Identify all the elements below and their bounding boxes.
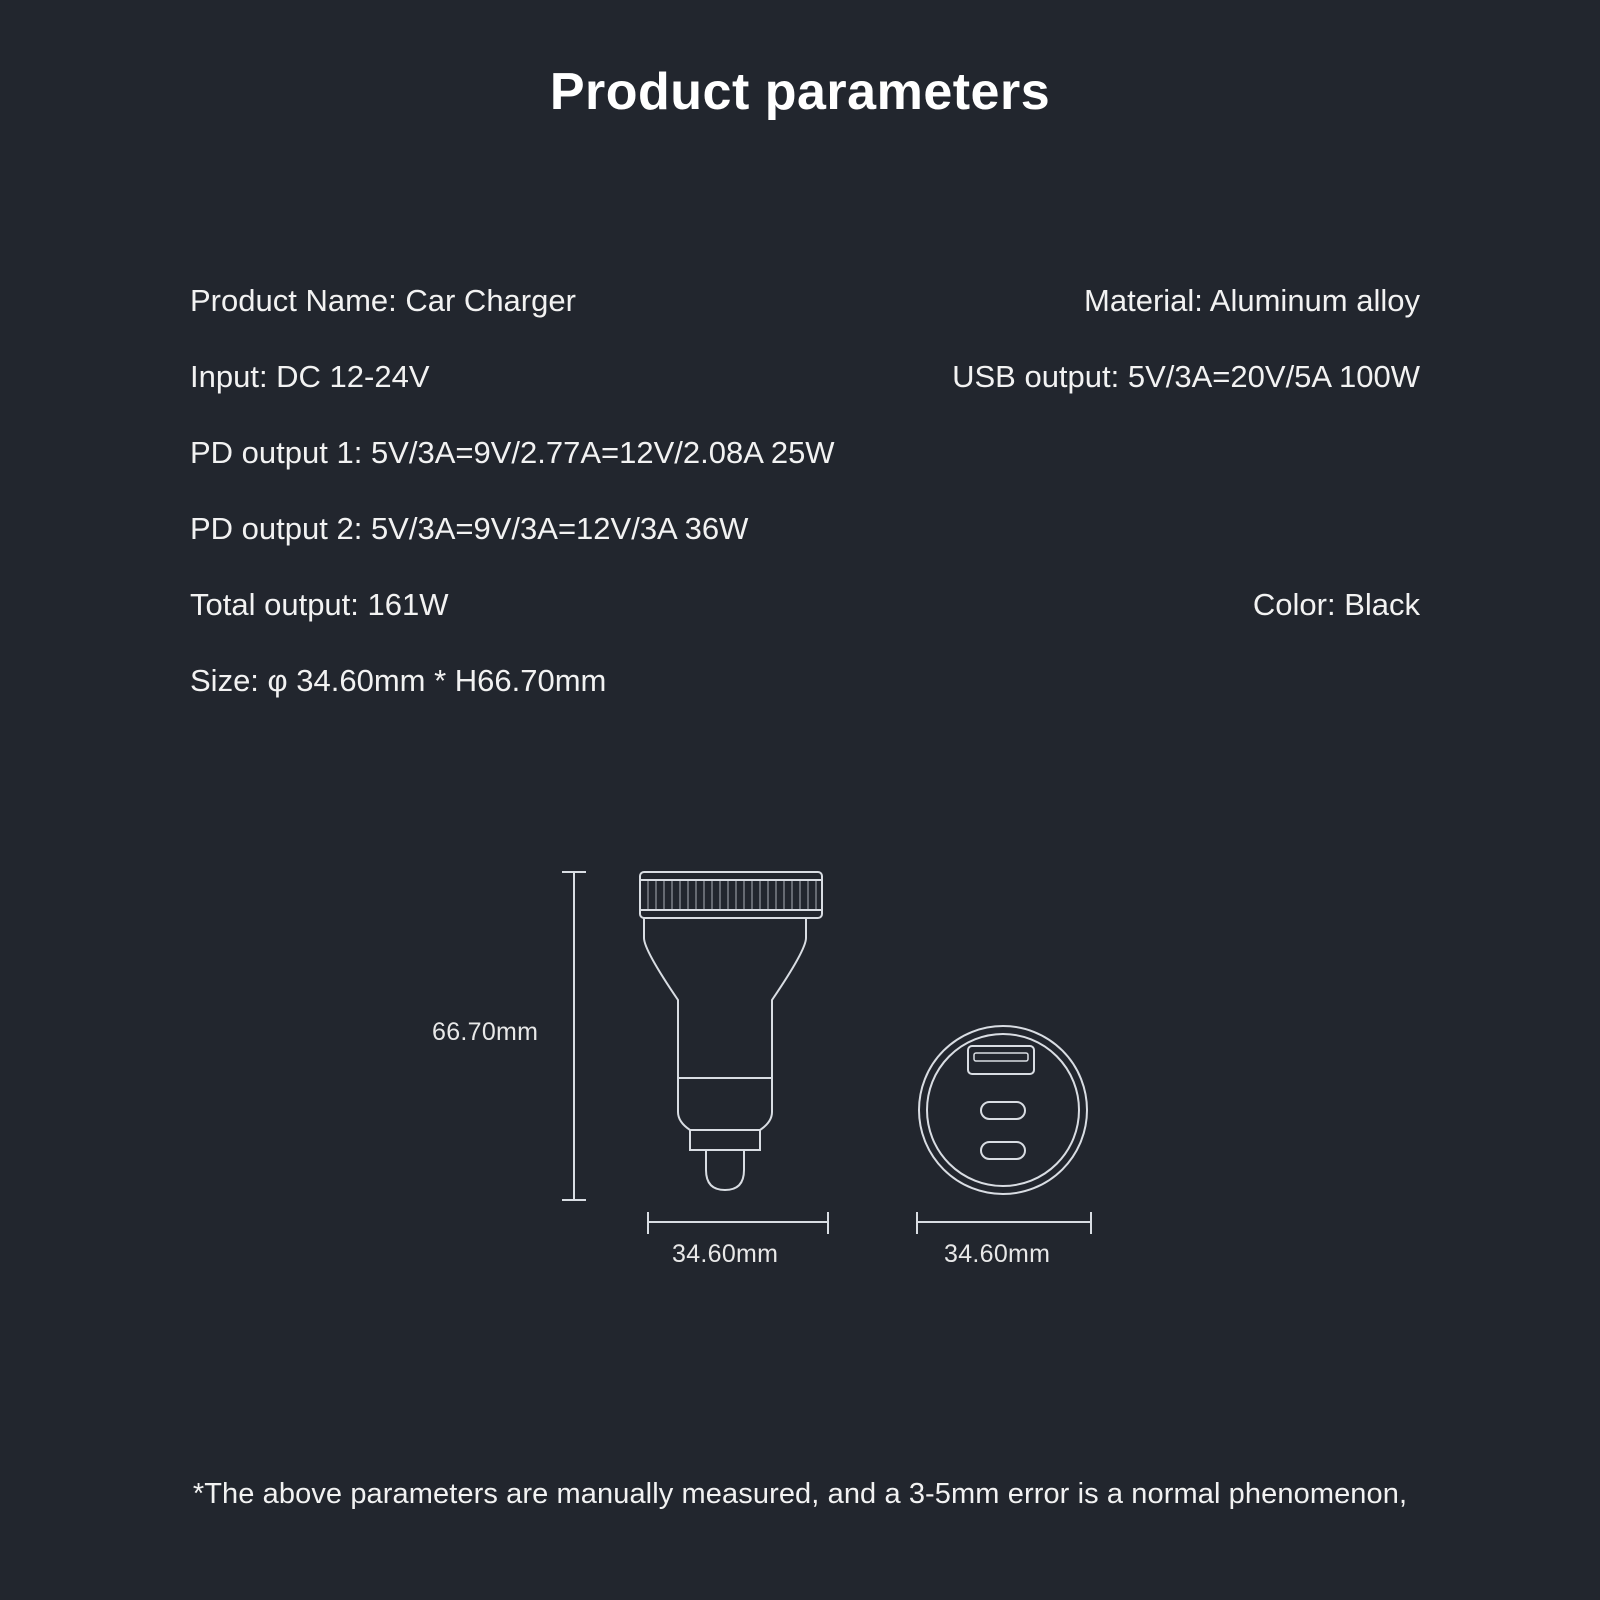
spec-usb-output: USB output: 5V/3A=20V/5A 100W [952, 359, 1420, 394]
height-dimension-line [562, 872, 586, 1200]
spec-pd-output-2: PD output 2: 5V/3A=9V/3A=12V/3A 36W [190, 511, 749, 546]
page-title: Product parameters [549, 63, 1051, 121]
spec-color: Color: Black [1252, 587, 1420, 622]
charger-side-view [640, 872, 822, 1190]
spec-input: Input: DC 12-24V [190, 359, 430, 394]
spec-row [190, 282, 1420, 358]
spec-row [190, 586, 1420, 662]
spec-list [190, 282, 1420, 738]
width-dimension-label-side: 34.60mm [672, 1240, 779, 1268]
spec-total-output: Total output: 161W [190, 587, 449, 622]
product-dimension-diagram [0, 850, 1600, 1310]
spec-row [190, 510, 1420, 586]
spec-row [190, 434, 1420, 510]
spec-pd-output-1: PD output 1: 5V/3A=9V/2.77A=12V/2.08A 25W [190, 435, 835, 470]
height-dimension-label: 66.70mm [432, 1018, 539, 1046]
spec-product-name: Product Name: Car Charger [190, 283, 576, 318]
spec-row [190, 358, 1420, 434]
measurement-footnote: *The above parameters are manually measured, and a 3-5mm error is a normal phenomenon, [192, 1478, 1408, 1510]
width-dimension-label-front: 34.60mm [944, 1240, 1051, 1268]
spec-material: Material: Aluminum alloy [1084, 283, 1420, 318]
width-dimension-line-front [917, 1212, 1091, 1234]
spec-size: Size: φ 34.60mm * H66.70mm [190, 663, 607, 698]
width-dimension-line-side [648, 1212, 828, 1234]
spec-row [190, 662, 1420, 738]
charger-front-view [919, 1026, 1087, 1194]
